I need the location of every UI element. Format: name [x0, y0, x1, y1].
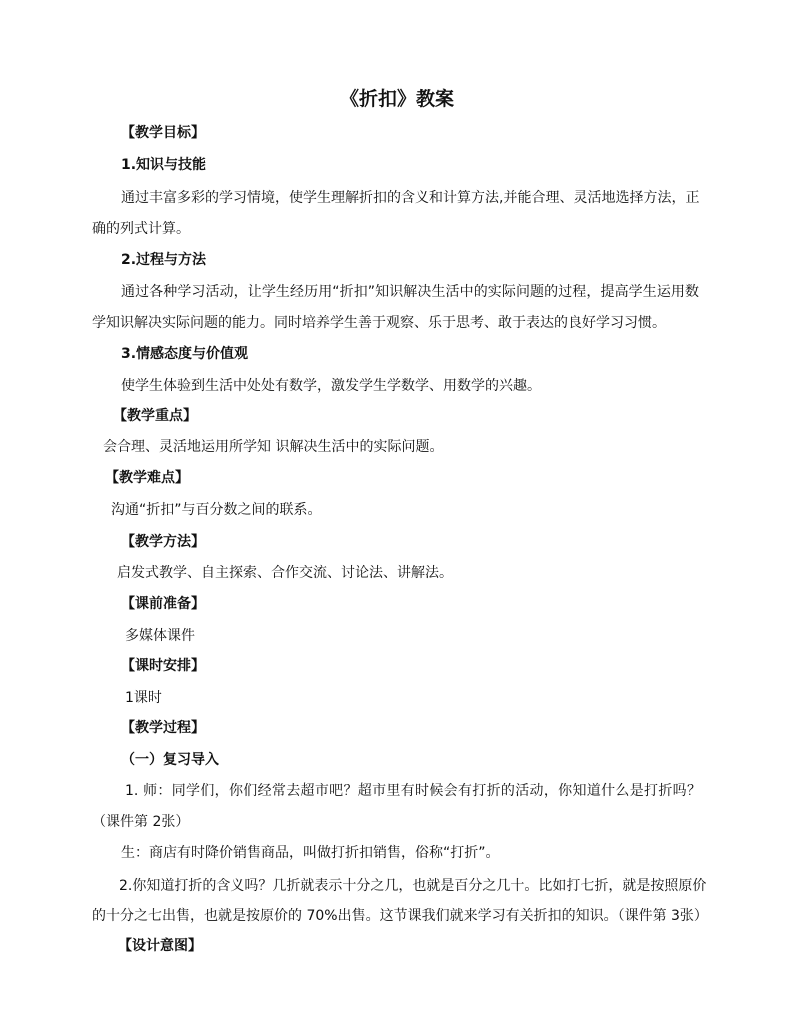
preparation-text: 多媒体课件 [125, 628, 195, 644]
difficulty-heading: 【教学难点】 [105, 470, 189, 486]
review-paragraph3-line1: 2.你知道打折的含义吗？几折就表示十分之几，也就是百分之几十。比如打七折，就是按照原价 [119, 878, 707, 894]
schedule-heading: 【课时安排】 [121, 658, 205, 674]
design-intent-heading: 【设计意图】 [118, 938, 202, 954]
review-paragraph3-line2: 的十分之七出售，也就是按原价的 70%出售。这节课我们就来学习有关折扣的知识。（课件第 3张） [92, 908, 708, 924]
process-methods-paragraph-line2: 学知识解决实际问题的能力。同时培养学生善于观察、乐于思考、敢于表达的良好学习习惯。 [92, 315, 666, 331]
document-title: 《折扣》教案 [339, 88, 454, 110]
review-paragraph1-line2: （课件第 2张） [92, 814, 190, 830]
difficulty-text: 沟通“折扣”与百分数之间的联系。 [111, 502, 322, 518]
methods-heading: 【教学方法】 [121, 534, 205, 550]
methods-text: 启发式教学、自主探索、合作交流、讨论法、讲解法。 [117, 565, 453, 581]
review-paragraph1-line1: 1. 师：同学们，你们经常去超市吧？超市里有时候会有打折的活动，你知道什么是打折吗？ [125, 783, 701, 799]
process-methods-heading: 2.过程与方法 [121, 252, 207, 268]
teaching-process-heading: 【教学过程】 [121, 720, 205, 736]
objectives-heading: 【教学目标】 [121, 125, 205, 141]
preparation-heading: 【课前准备】 [121, 596, 205, 612]
knowledge-skills-paragraph-line2: 确的列式计算。 [92, 221, 190, 237]
schedule-text: 1课时 [125, 690, 162, 706]
emotion-values-heading: 3.情感态度与价值观 [121, 346, 249, 362]
knowledge-skills-heading: 1.知识与技能 [121, 157, 207, 173]
knowledge-skills-paragraph-line1: 通过丰富多彩的学习情境，使学生理解折扣的含义和计算方法,并能合理、灵活地选择方法，正 [121, 190, 700, 206]
review-paragraph2: 生：商店有时降价销售商品，叫做打折扣销售，俗称“打折”。 [121, 845, 500, 861]
review-intro-heading: （一）复习导入 [121, 752, 219, 768]
emotion-values-paragraph: 使学生体验到生活中处处有数学，激发学生学数学、用数学的兴趣。 [121, 378, 541, 394]
key-points-text: 会合理、灵活地运用所学知 识解决生活中的实际问题。 [103, 439, 444, 455]
key-points-heading: 【教学重点】 [113, 408, 197, 424]
process-methods-paragraph-line1: 通过各种学习活动，让学生经历用“折扣”知识解决生活中的实际问题的过程，提高学生运用数 [121, 284, 699, 300]
